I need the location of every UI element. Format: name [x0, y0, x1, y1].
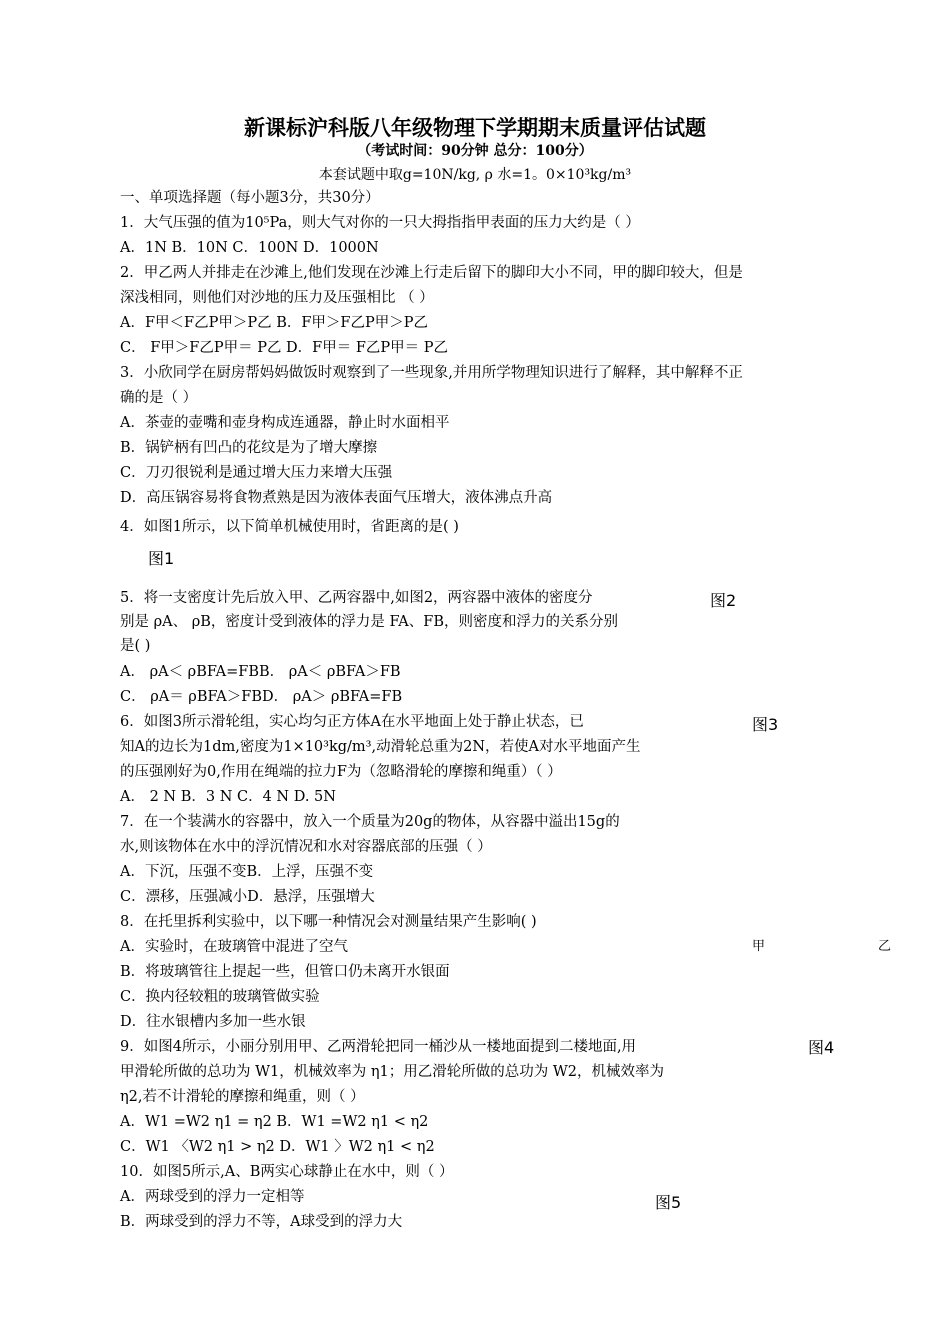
question-3-option-a: A．茶壶的壶嘴和壶身构成连通器，静止时水面相平 [120, 415, 450, 431]
question-9: 9．如图4所示，小丽分别用甲、乙两滑轮把同一桶沙从一楼地面提到二楼地面,用 [120, 1039, 637, 1055]
figure-2-label: 图2 [710, 591, 737, 610]
question-9-cont: 甲滑轮所做的总功为 W1，机械效率为 η1；用乙滑轮所做的总功为 W2，机械效率为 [120, 1064, 664, 1080]
question-3-cont: 确的是（ ） [120, 390, 198, 406]
figure-5-label: 图5 [655, 1193, 682, 1212]
question-7-options-ab: A．下沉，压强不变B．上浮，压强不变 [120, 864, 374, 880]
question-6-cont: 知A的边长为1dm,密度为1×10³kg/m³,动滑轮总重为2N，若使A对水平地面产生 [120, 739, 641, 755]
question-5-options-cd: C． ρA＝ ρBFA＞FBD． ρA＞ ρBFA=FB [120, 689, 403, 705]
question-6-cont2: 的压强刚好为0,作用在绳端的拉力F为（忽略滑轮的摩擦和绳重）（ ） [120, 764, 562, 780]
figure-1-label: 图1 [148, 549, 175, 568]
question-9-options-ab: A．W1 =W2 η1 = η2 B．W1 =W2 η1 < η2 [120, 1114, 429, 1130]
question-4: 4．如图1所示，以下简单机械使用时，省距离的是( ) [120, 519, 459, 535]
question-2-options-ab: A．F甲＜F乙P甲＞P乙 B．F甲＞F乙P甲＞P乙 [120, 315, 429, 331]
question-8-option-b: B．将玻璃管往上提起一些，但管口仍未离开水银面 [120, 964, 450, 980]
figure-4-yi-label: 乙 [878, 939, 892, 954]
question-7-options-cd: C．漂移，压强减小D．悬浮，压强增大 [120, 889, 375, 905]
page-title: 新课标沪科版八年级物理下学期期末质量评估试题 [244, 116, 706, 140]
question-1-options: A．1N B．10N C．100N D．1000N [120, 240, 379, 256]
exam-info: （考试时间：90分钟 总分：100分） [357, 143, 593, 159]
question-10-option-a: A．两球受到的浮力一定相等 [120, 1189, 305, 1205]
question-6-options: A． 2 N B．3 N C．4 N D. 5N [120, 789, 336, 805]
question-7-cont: 水,则该物体在水中的浮沉情况和水对容器底部的压强（ ） [120, 839, 492, 855]
question-5-cont2: 是( ) [120, 638, 151, 654]
question-9-cont2: η2,若不计滑轮的摩擦和绳重，则（ ） [120, 1089, 365, 1105]
question-9-options-cd: C．W1 〈W2 η1 > η2 D．W1 〉W2 η1 < η2 [120, 1139, 435, 1155]
question-5: 5．将一支密度计先后放入甲、乙两容器中,如图2，两容器中液体的密度分 [120, 590, 593, 606]
question-3: 3．小欣同学在厨房帮妈妈做饭时观察到了一些现象,并用所学物理知识进行了解释，其中解释不正 [120, 365, 743, 381]
question-3-option-c: C．刀刃很锐利是通过增大压力来增大压强 [120, 465, 393, 481]
question-8-option-a: A．实验时，在玻璃管中混进了空气 [120, 939, 348, 955]
question-8: 8．在托里拆利实验中，以下哪一种情况会对测量结果产生影响( ) [120, 914, 537, 930]
question-2-options-cd: C． F甲＞F乙P甲＝ P乙 D．F甲＝ F乙P甲＝ P乙 [120, 340, 449, 356]
constants-note: 本套试题中取g=10N/kg, ρ 水=1。0×10³kg/m³ [318, 167, 632, 183]
figure-3-label: 图3 [752, 715, 779, 734]
question-2: 2．甲乙两人并排走在沙滩上,他们发现在沙滩上行走后留下的脚印大小不同，甲的脚印较大，但是 [120, 265, 743, 281]
question-3-option-b: B．锅铲柄有凹凸的花纹是为了增大摩擦 [120, 440, 378, 456]
question-8-option-c: C．换内径较粗的玻璃管做实验 [120, 989, 320, 1005]
question-7: 7．在一个装满水的容器中，放入一个质量为20g的物体，从容器中溢出15g的 [120, 814, 620, 830]
question-1: 1．大气压强的值为10⁵Pa，则大气对你的一只大拇指指甲表面的压力大约是（ ） [120, 215, 640, 231]
question-8-option-d: D．往水银槽内多加一些水银 [120, 1014, 306, 1030]
question-5-options-ab: A． ρA＜ ρBFA=FBB． ρA＜ ρBFA＞FB [120, 664, 401, 680]
question-6: 6．如图3所示滑轮组，实心均匀正方体A在水平地面上处于静止状态，已 [120, 714, 584, 730]
figure-4-label: 图4 [808, 1038, 835, 1057]
question-5-cont: 别是 ρA、 ρB，密度计受到液体的浮力是 FA、FB，则密度和浮力的关系分别 [120, 614, 618, 630]
question-2-cont: 深浅相同，则他们对沙地的压力及压强相比 （ ） [120, 290, 434, 306]
question-3-option-d: D．高压锅容易将食物煮熟是因为液体表面气压增大，液体沸点升高 [120, 490, 553, 506]
figure-4-jia-label: 甲 [752, 939, 766, 954]
question-10-option-b: B．两球受到的浮力不等，A球受到的浮力大 [120, 1214, 403, 1230]
section-heading: 一、单项选择题（每小题3分，共30分） [120, 190, 380, 206]
question-10: 10．如图5所示,A、B两实心球静止在水中，则（ ） [120, 1164, 454, 1180]
